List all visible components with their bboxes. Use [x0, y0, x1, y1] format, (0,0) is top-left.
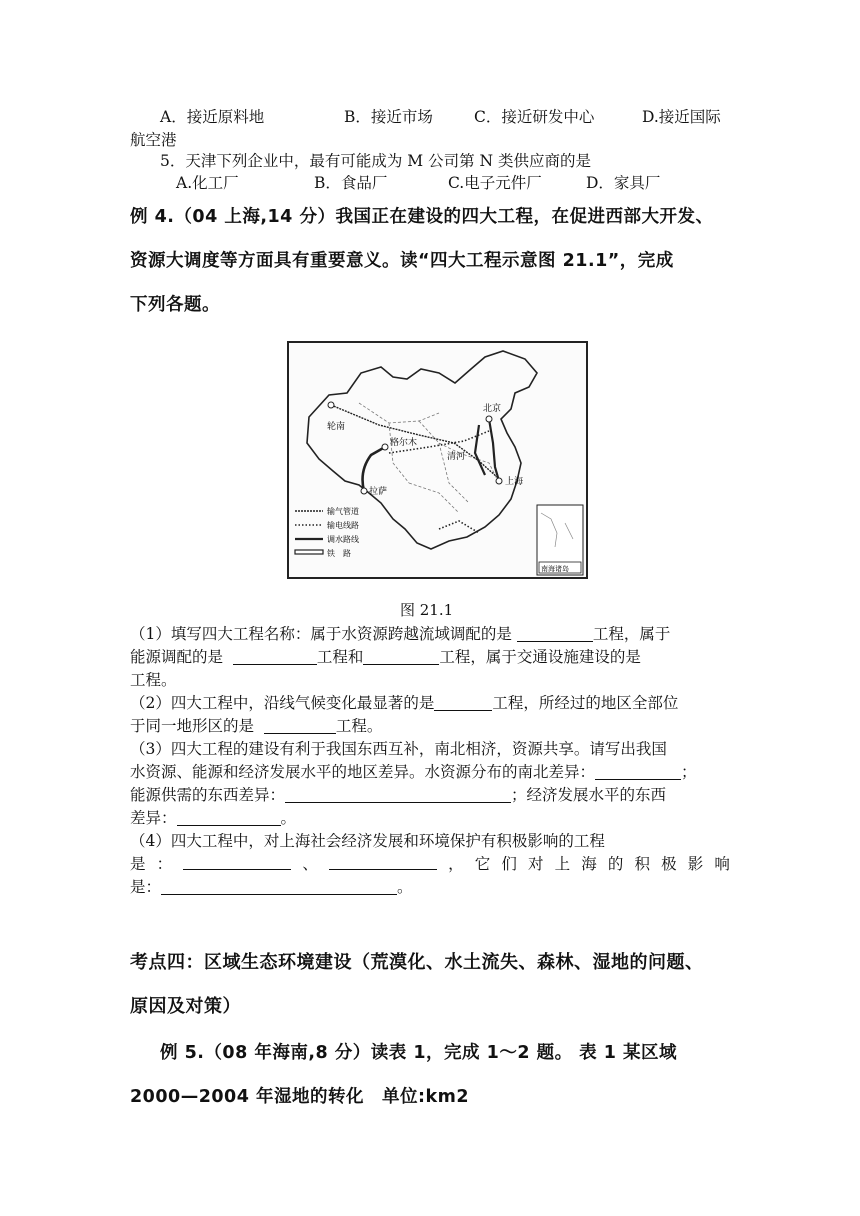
label-shanghai: 上海 — [505, 477, 524, 487]
ex4-line2: 资源大调度等方面具有重要意义。读“四大工程示意图 21.1”，完成 — [130, 251, 674, 271]
label-qingyang: 清河 — [447, 452, 466, 462]
map-figure — [287, 341, 588, 579]
city-beijing — [486, 416, 492, 422]
option-a: A．接近原料地 — [160, 108, 265, 126]
city-lasa — [361, 488, 367, 494]
label-geermu: 格尔木 — [390, 438, 418, 448]
label-lasa: 拉萨 — [369, 487, 388, 497]
section4-line2: 原因及对策） — [130, 996, 241, 1017]
q5-stem: 5．天津下列企业中，最有可能成为 M 公司第 N 类供应商的是 — [160, 152, 592, 170]
option-a: A.化工厂 — [176, 174, 239, 192]
q1-line1: （1）填写四大工程名称：属于水资源跨越流域调配的是 工程，属于 — [130, 625, 671, 643]
q4-line2: 是 ： 、 ， 它 们 对 上 海 的 积 极 影 响 — [130, 855, 730, 873]
legend-water: 调水路线 — [327, 535, 359, 544]
city-geermu — [382, 444, 388, 450]
q3-line2: 水资源、能源和经济发展水平的地区差异。水资源分布的南北差异： ； — [130, 763, 697, 781]
ex4-line3: 下列各题。 — [130, 295, 220, 315]
option-d: D.接近国际 — [642, 108, 721, 126]
figure-caption: 图 21.1 — [400, 601, 454, 619]
option-b: B．接近市场 — [344, 108, 433, 126]
option-c: C．接近研发中心 — [474, 108, 595, 126]
city-shanghai — [496, 478, 502, 484]
legend-power: 输电线路 — [327, 521, 359, 530]
q4-line1: （4）四大工程中，对上海社会经济发展和环境保护有积极影响的工程 — [130, 832, 605, 850]
q4-options — [160, 106, 721, 128]
q3-line4: 差异： 。 — [130, 809, 297, 827]
inset-label: 南海诸岛 — [541, 565, 569, 573]
q4-line3: 是： 。 — [130, 878, 413, 896]
railway — [363, 447, 385, 491]
label-lunnan: 轮南 — [327, 422, 346, 432]
option-b: B．食品厂 — [314, 174, 388, 192]
china-map — [289, 343, 586, 577]
ex4-line1: 例 4.（04 上海,14 分）我国正在建设的四大工程，在促进西部大开发、 — [130, 207, 714, 227]
map-legend — [295, 506, 359, 558]
q1-line3: 工程。 — [130, 671, 177, 689]
q2-line1: （2）四大工程中，沿线气候变化最显著的是 工程，所经过的地区全部位 — [130, 694, 679, 712]
ex5-line2: 2000—2004 年湿地的转化 单位:km2 — [130, 1087, 470, 1107]
city-lunnan — [328, 402, 334, 408]
q1-line2: 能源调配的是 工程和 工程，属于交通设施建设的是 — [130, 648, 641, 666]
q5-options — [176, 172, 660, 194]
option-d: D．家具厂 — [586, 174, 661, 192]
option-c: C.电子元件厂 — [448, 174, 542, 192]
legend-gas: 输气管道 — [327, 507, 359, 516]
china-outline — [307, 351, 537, 549]
ex5-line1: 例 5.（08 年海南,8 分）读表 1，完成 1～2 题。 表 1 某区域 — [160, 1043, 678, 1063]
q3-line1: （3）四大工程的建设有利于我国东西互补，南北相济，资源共享。请写出我国 — [130, 740, 667, 758]
q3-line3: 能源供需的东西差异： ；经济发展水平的东西 — [130, 786, 667, 804]
legend-rail: 铁 路 — [327, 549, 351, 558]
q2-line2: 于同一地形区的是 工程。 — [130, 717, 383, 735]
section4-line1: 考点四：区域生态环境建设（荒漠化、水土流失、森林、湿地的问题、 — [130, 952, 704, 973]
water-route — [475, 419, 499, 481]
option-d-cont: 航空港 — [130, 131, 177, 149]
label-beijing: 北京 — [483, 404, 502, 414]
